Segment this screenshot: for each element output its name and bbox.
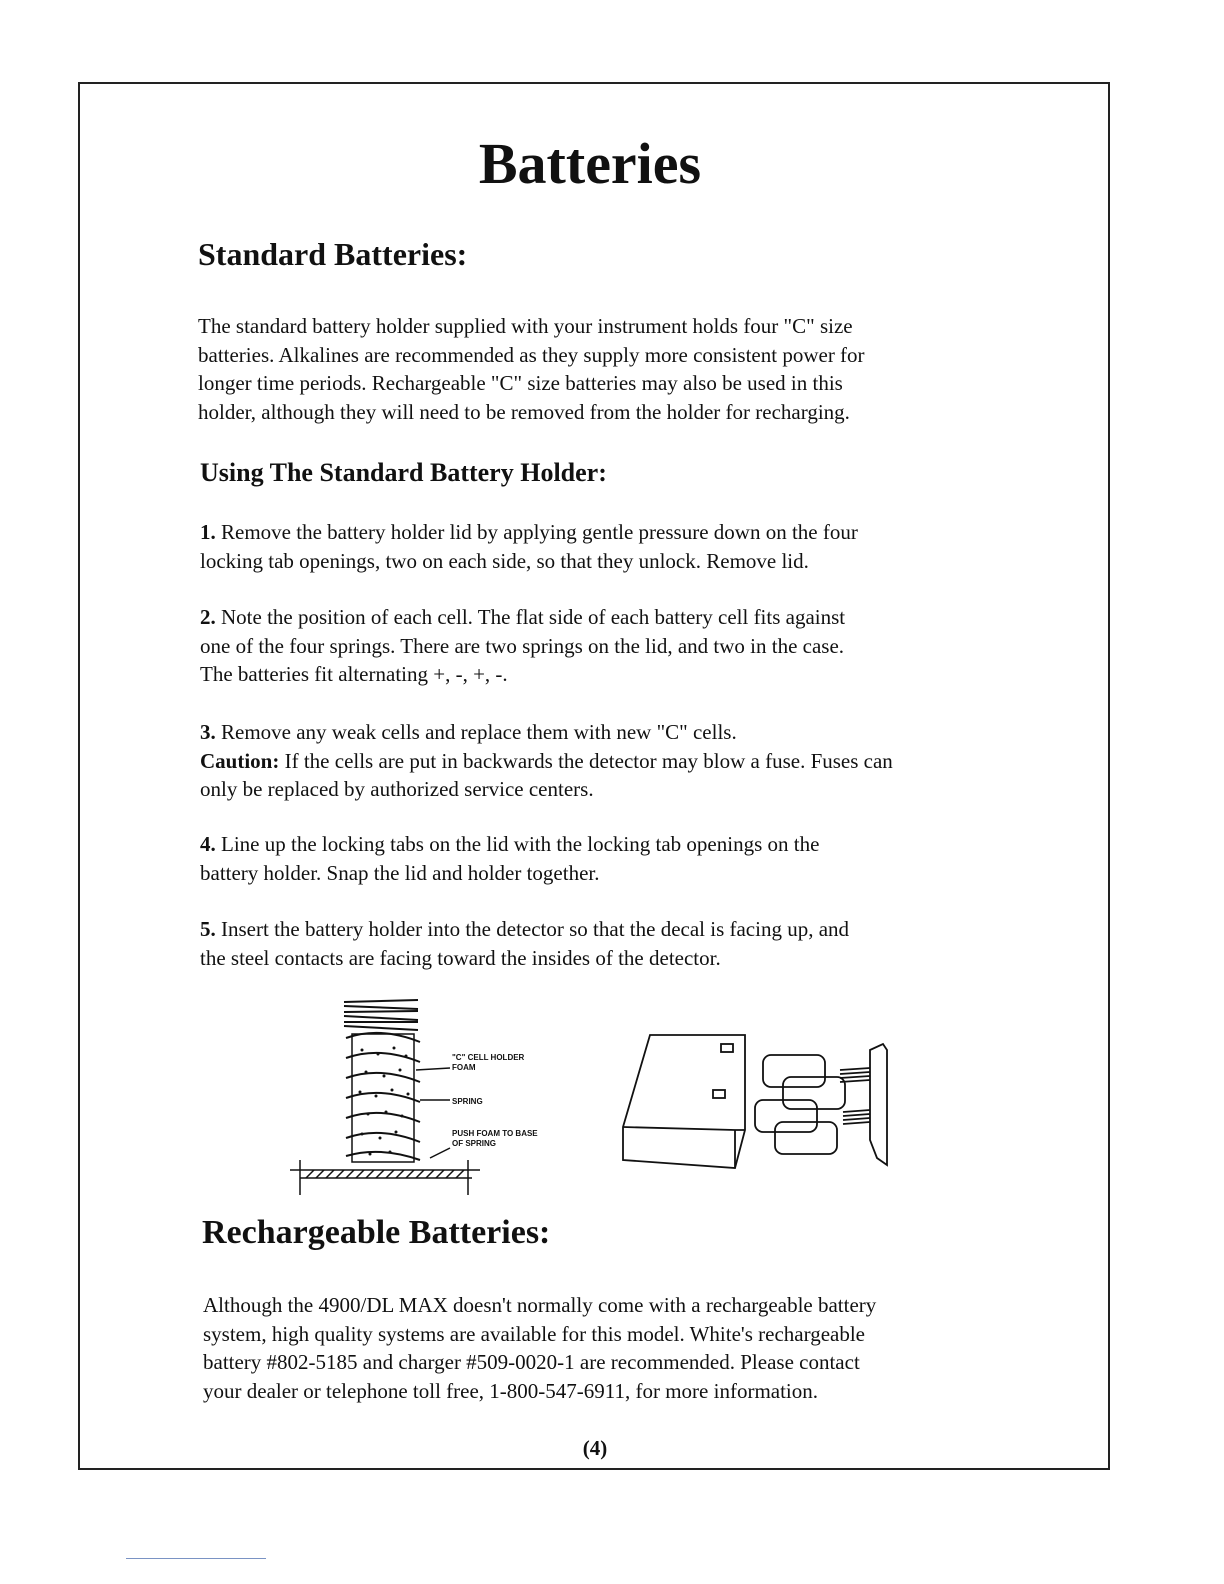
standard-batteries-paragraph [198,312,988,426]
step-line: The batteries fit alternating +, -, +, -. [200,662,508,686]
label-push-line1: PUSH FOAM TO BASE [452,1129,538,1138]
step-3 [200,718,1000,804]
text-line: holder, although they will need to be removed from the holder for recharging. [198,399,850,424]
holder-case-edge [623,1127,745,1130]
step-line [200,718,1000,747]
step-number: 2. [200,605,216,629]
step-2 [200,603,1000,689]
step-1 [200,518,1000,575]
base-hatching [306,1170,464,1178]
text-line: batteries. Alkalines are recommended as they supply more consistent power for [198,342,865,367]
step-line: the steel contacts are facing toward the insides of the detector. [200,945,721,970]
foam-leader [416,1068,450,1070]
caution-line: only be replaced by authorized service centers. [200,777,594,801]
battery-holder-heading: Using The Standard Battery Holder: [200,458,607,487]
step-line [200,603,1000,632]
text-line: The standard battery holder supplied with your instrument holds four "C" size [198,314,853,338]
text-line: longer time periods. Rechargeable "C" size batteries may also be used in this [198,371,843,395]
caution-text: If the cells are put in backwards the detector may blow a fuse. Fuses can [284,748,893,773]
foam-dots [359,1047,410,1156]
step-text: Remove the battery holder lid by applying gentle pressure down on the four [221,520,858,544]
c-cell-battery [763,1055,825,1087]
spring-coils [346,1033,420,1160]
step-line [200,915,1000,944]
spring-coil-top [344,1000,418,1030]
page-number: (4) [582,1436,608,1460]
holder-case [623,1035,745,1168]
step-number: 3. [200,720,216,744]
push-leader [430,1148,450,1158]
label-push-line2: OF SPRING [452,1139,497,1148]
caution-label: Caution: [200,748,280,773]
footer-rule [126,1558,266,1559]
text-line: battery #802-5185 and charger #509-0020-1 are recommended. Please contact [203,1350,860,1374]
step-number: 4. [200,832,216,856]
battery-holder-diagram [615,1030,905,1175]
text-line: Although the 4900/DL MAX doesn't normally come with a rechargeable battery [203,1293,877,1317]
locking-tab-opening [713,1090,725,1098]
rechargeable-batteries-heading: Rechargeable Batteries: [202,1214,551,1251]
step-text: Note the position of each cell. The flat side of each battery cell fits against [221,605,846,629]
rechargeable-batteries-paragraph [203,1291,993,1405]
locking-tab-opening [721,1044,733,1052]
label-foam-line1: "C" CELL HOLDER [452,1053,525,1062]
step-number: 5. [200,917,216,941]
step-line [200,830,1000,859]
step-5 [200,915,1000,972]
label-foam-line2: FOAM [452,1063,476,1072]
step-line [200,518,1000,547]
caution-line [200,747,1000,776]
step-line: one of the four springs. There are two springs on the lid, and two in the case. [200,633,845,658]
step-number: 1. [200,520,216,544]
step-text: Line up the locking tabs on the lid with the locking tab openings on the [221,832,820,856]
c-cell-battery [755,1100,817,1132]
step-4 [200,830,1000,887]
step-text: Insert the battery holder into the detector so that the decal is facing up, and [221,917,850,941]
label-spring: SPRING [452,1097,483,1106]
step-line: battery holder. Snap the lid and holder together. [200,860,600,885]
text-line: your dealer or telephone toll free, 1-800-547-6911, for more information. [203,1378,819,1403]
battery-lid [870,1044,887,1165]
standard-batteries-heading: Standard Batteries: [198,236,468,272]
c-cell-battery [775,1122,837,1154]
spring-foam-diagram [290,990,590,1205]
text-line: system, high quality systems are available for this model. White's rechargeable [203,1321,865,1346]
lid-spring [843,1110,870,1124]
step-line: locking tab openings, two on each side, so that they unlock. Remove lid. [200,548,809,573]
c-cell-battery [783,1077,845,1109]
step-text: Remove any weak cells and replace them with new "C" cells. [221,720,737,744]
lid-spring [840,1068,870,1082]
page-title: Batteries [478,131,702,196]
